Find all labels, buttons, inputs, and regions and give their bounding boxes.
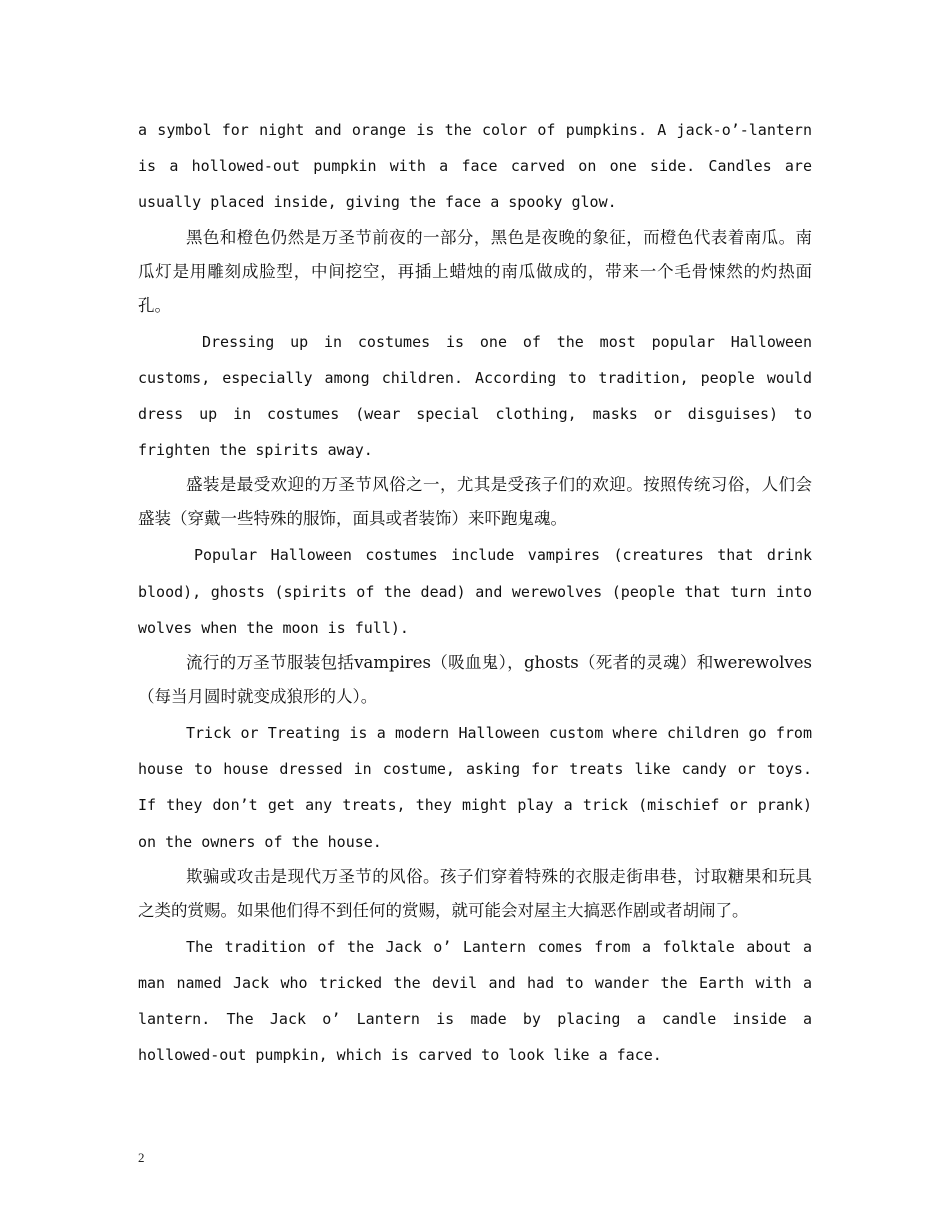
page-body: [138, 112, 812, 1074]
paragraph-zh-popular-costumes: 流行的万圣节服装包括vampires（吸血鬼），ghosts（死者的灵魂）和werewolves（每当月圆时就变成狼形的人）。: [138, 653, 812, 707]
paragraph-en-jack-o-lantern-symbol: a symbol for night and orange is the color of pumpkins. A jack-o’-lantern is a hollowed-out pumpkin with a face carved on one side. Candles are usually placed inside, giving the face a spooky glow.: [138, 121, 812, 212]
page-number: 2: [138, 1150, 145, 1165]
paragraph-zh-trick-or-treating: 欺骗或攻击是现代万圣节的风俗。孩子们穿着特殊的衣服走街串巷，讨取糖果和玩具之类的赏赐。如果他们得不到任何的赏赐，就可能会对屋主大搞恶作剧或者胡闹了。: [138, 866, 812, 920]
paragraph-en-costumes: Dressing up in costumes is one of the most popular Halloween customs, especially among children. According to tradition, people would dress up in costumes (wear special clothing, masks or disguises) to frighten the spirits away.: [138, 332, 812, 460]
paragraph-zh-costumes: 盛装是最受欢迎的万圣节风俗之一，尤其是受孩子们的欢迎。按照传统习俗，人们会盛装（穿戴一些特殊的服饰，面具或者装饰）来吓跑鬼魂。: [138, 475, 812, 529]
paragraph-en-popular-costumes: Popular Halloween costumes include vampires (creatures that drink blood), ghosts (spirits of the dead) and werewolves (people that turn into wolves when the moon is full).: [138, 546, 812, 637]
paragraph-zh-black-orange: 黑色和橙色仍然是万圣节前夜的一部分，黑色是夜晚的象征，而橙色代表着南瓜。南瓜灯是用雕刻成脸型，中间挖空，再插上蜡烛的南瓜做成的，带来一个毛骨悚然的灼热面孔。: [138, 227, 812, 315]
paragraph-en-jack-o-lantern-tradition: The tradition of the Jack o’ Lantern comes from a folktale about a man named Jack who tricked the devil and had to wander the Earth with a lantern. The Jack o’ Lantern is made by placing a candle inside a hollowed-out pumpkin, which is carved to look like a face.: [138, 937, 812, 1065]
paragraph-en-trick-or-treating: Trick or Treating is a modern Halloween custom where children go from house to house dressed in costume, asking for treats like candy or toys. If they don’t get any treats, they might play a trick (mischief or prank) on the owners of the house.: [138, 724, 812, 851]
